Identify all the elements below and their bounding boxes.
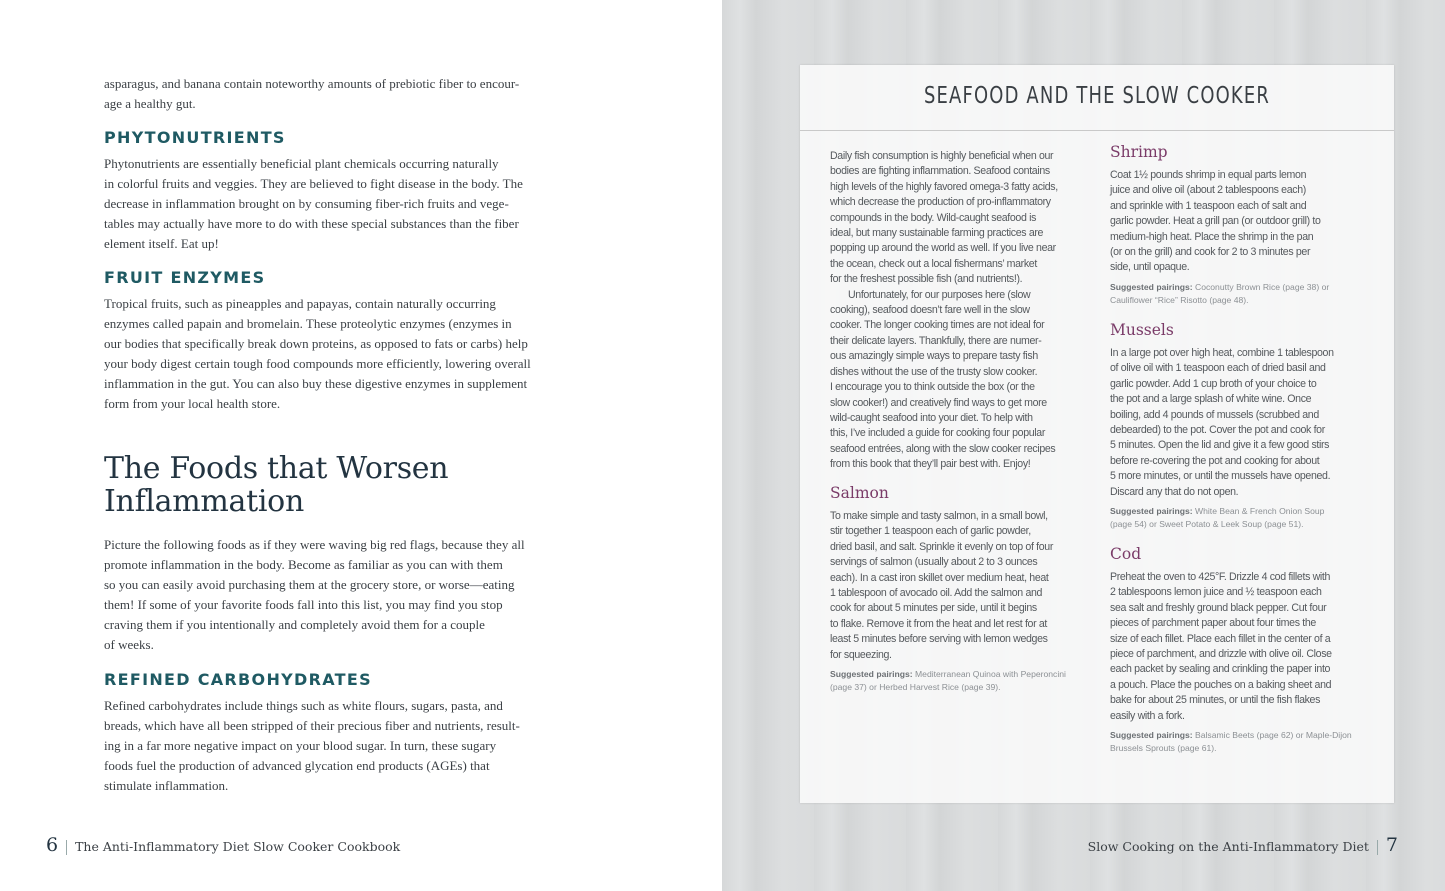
recipe-salmon-text [830, 509, 1102, 663]
text-line: stimulate inflammation. [104, 778, 229, 794]
text-line: Unfortunately, for our purposes here (slow [848, 288, 1031, 301]
text-line: least 5 minutes before serving with lemon wedges [830, 633, 1048, 646]
text-line: Inflammation [104, 484, 304, 519]
text-line: debearded) to the pot. Cover the pot and cook for [1110, 424, 1325, 437]
text-line: To make simple and tasty salmon, in a small bowl, [830, 510, 1048, 522]
text-line: stir together 1 teaspoon each of garlic powder, [830, 525, 1031, 538]
shrimp-pairings [1110, 281, 1382, 306]
heading-fruit-enzymes: FRUIT ENZYMES [104, 268, 266, 287]
text-line: Picture the following foods as if they were waving big red flags, because they all [104, 537, 525, 552]
fruit-enzymes-paragraph [104, 294, 664, 415]
text-line: servings of salmon (usually about 2 to 3 ounces [830, 556, 1038, 569]
text-line: piece of parchment, and drizzle with olive oil. Close [1110, 648, 1332, 661]
text-line: ous amazingly simple ways to prepare tasty fish [830, 350, 1038, 363]
left-footer [46, 834, 400, 856]
text-line: garlic powder. Add 1 cup broth of your choice to [1110, 377, 1317, 390]
text-line: cook for about 5 minutes per side, until it begins [830, 602, 1037, 615]
text-line: In a large pot over high heat, combine 1 tablespoon [1110, 347, 1334, 359]
text-line: for the freshest possible fish (and nutrients!). [830, 273, 1023, 286]
text-line: easily with a fork. [1110, 709, 1185, 722]
recipe-heading-cod: Cod [1110, 545, 1142, 563]
pairing-line: Suggested pairings: Mediterranean Quinoa with Peperoncini [830, 669, 1066, 679]
cod-pairings [1110, 729, 1382, 754]
text-line: juice and olive oil (about 2 tablespoons each) [1110, 184, 1306, 197]
text-line: enzymes called papain and bromelain. These proteolytic enzymes (enzymes in [104, 316, 512, 332]
chapter-title [104, 452, 448, 518]
pairing-line: Cauliflower “Rice” Risotto (page 48). [1110, 294, 1249, 305]
text-line: Discard any that do not open. [1110, 485, 1239, 498]
text-line: cooking), seafood doesn’t fare well in the slow [830, 304, 1030, 317]
text-line: boiling, add 4 pounds of mussels (scrubbed and [1110, 408, 1319, 421]
text-line: a pouch. Place the pouches on a baking sheet and [1110, 678, 1332, 691]
text-line: of weeks. [104, 637, 154, 653]
text-line: each packet by sealing and crinkling the paper into [1110, 663, 1331, 676]
text-line: Coat 1½ pounds shrimp in equal parts lemon [1110, 169, 1307, 181]
text-line: bake for about 25 minutes, or until the fish flakes [1110, 694, 1321, 707]
text-line: this, I’ve included a guide for cooking four popular [830, 427, 1046, 440]
text-line: tables may actually have more to do with these special substances than the fiber [104, 216, 519, 232]
text-line: slow cooker!) and creatively find ways to get more [830, 396, 1047, 409]
intro-paragraph-2 [830, 288, 1102, 473]
text-line: of olive oil with 1 teaspoon each of dried basil and [1110, 362, 1326, 375]
text-line: I encourage you to think outside the box (or the [830, 381, 1035, 394]
text-line: cooker. The longer cooking times are not ideal for [830, 319, 1045, 332]
right-footer [1088, 834, 1398, 856]
pairings-label: Suggested pairings: [1110, 282, 1195, 292]
divider [1377, 840, 1378, 855]
text-line: our bodies that specifically break down proteins, as opposed to fats or carbs) help [104, 336, 528, 352]
text-line: Refined carbohydrates include things such as white flours, sugars, pasta, and [104, 698, 503, 713]
seafood-intro [830, 149, 1102, 473]
title-rule [800, 130, 1394, 131]
chapter-intro-paragraph [104, 535, 664, 656]
text-line: 2 tablespoons lemon juice and ½ teaspoon each [1110, 586, 1322, 599]
text-line: medium-high heat. Place the shrimp in the pan [1110, 230, 1314, 243]
text-line: the pot and a large splash of white wine. Once [1110, 393, 1312, 406]
running-title: The Anti-Inflammatory Diet Slow Cooker Cookbook [75, 839, 401, 854]
text-line: ideal, but many sustainable farming practices are [830, 227, 1044, 240]
text-line: Preheat the oven to 425°F. Drizzle 4 cod fillets with [1110, 571, 1331, 583]
text-line: element itself. Eat up! [104, 236, 219, 252]
text-line: them! If some of your favorite foods fall into this list, you may find you stop [104, 597, 503, 613]
left-page [0, 0, 722, 891]
text-line: size of each fillet. Place each fillet in the center of a [1110, 632, 1331, 645]
text-line: decrease in inflammation brought on by consuming fiber-rich fruits and vege- [104, 196, 509, 212]
recipe-heading-shrimp: Shrimp [1110, 143, 1168, 161]
text-line: the ocean, check out a local fishermans’ market [830, 257, 1037, 270]
seafood-sidebar-panel [800, 65, 1394, 803]
text-line: inflammation in the gut. You can also buy these digestive enzymes in supplement [104, 376, 528, 392]
pairing-line: (page 37) or Herbed Harvest Rice (page 39). [830, 681, 1001, 692]
text-line: wild-caught seafood into your diet. To help with [830, 411, 1033, 424]
text-line: from this book that they’ll pair best with. Enjoy! [830, 458, 1031, 471]
pairings-label: Suggested pairings: [1110, 730, 1195, 740]
text-line: so you can easily avoid purchasing them at the grocery store, or worse—eating [104, 577, 515, 593]
pairing-line: (page 54) or Sweet Potato & Leek Soup (page 51). [1110, 518, 1304, 529]
text-line: compounds in the body. Wild-caught seafood is [830, 211, 1037, 224]
panel-title: SEAFOOD AND THE SLOW COOKER [923, 83, 1271, 109]
text-line: Tropical fruits, such as pineapples and papayas, contain naturally occurring [104, 296, 496, 311]
intro-paragraph-1 [830, 149, 1102, 288]
recipe-cod-text [1110, 570, 1382, 724]
pairing-line: Suggested pairings: White Bean & French Onion Soup [1110, 506, 1325, 516]
text-line: each). In a cast iron skillet over medium heat, heat [830, 571, 1049, 584]
text-line: side, until opaque. [1110, 261, 1190, 274]
text-line: craving them if you intentionally and completely avoid them for a couple [104, 617, 485, 633]
text-line: before re-covering the pot and cooking for about [1110, 454, 1320, 467]
intro-paragraph [104, 74, 664, 114]
recipe-heading-salmon: Salmon [830, 484, 889, 502]
salmon-pairings [830, 668, 1102, 693]
text-line: in colorful fruits and veggies. They are believed to fight disease in the body. The [104, 176, 523, 192]
text-line: which decrease the production of pro-inflammatory [830, 196, 1051, 209]
text-line: asparagus, and banana contain noteworthy amounts of prebiotic fiber to encour- [104, 76, 520, 91]
text-line: form from your local health store. [104, 396, 281, 412]
text-line: (or on the grill) and cook for 2 to 3 minutes per [1110, 246, 1311, 259]
pairings-label: Suggested pairings: [1110, 506, 1195, 516]
text-line: Daily fish consumption is highly beneficial when our [830, 150, 1054, 162]
text-line: garlic powder. Heat a grill pan (or outdoor grill) to [1110, 215, 1321, 228]
text-line: The Foods that Worsen [104, 451, 449, 486]
page-number: 7 [1385, 834, 1398, 856]
recipe-heading-mussels: Mussels [1110, 321, 1174, 339]
text-line: ing in a far more negative impact on your blood sugar. In turn, these sugary [104, 738, 497, 754]
page-number: 6 [46, 834, 59, 856]
recipe-mussels-text [1110, 346, 1382, 500]
heading-phytonutrients: PHYTONUTRIENTS [104, 128, 286, 147]
text-line: 5 more minutes, or until the mussels have opened. [1110, 470, 1331, 483]
text-line: promote inflammation in the body. Become as familiar as you can with them [104, 557, 503, 573]
text-line: and sprinkle with 1 teaspoon each of salt and [1110, 199, 1307, 212]
text-line: dishes without the use of the trusty slow cooker. [830, 365, 1038, 378]
text-line: Phytonutrients are essentially beneficial plant chemicals occurring naturally [104, 156, 499, 171]
text-line: 1 tablespoon of avocado oil. Add the salmon and [830, 587, 1043, 600]
divider [66, 840, 67, 855]
text-line: 5 minutes. Open the lid and give it a few good stirs [1110, 439, 1330, 452]
text-line: age a healthy gut. [104, 96, 196, 112]
running-title: Slow Cooking on the Anti-Inflammatory Diet [1087, 839, 1369, 854]
text-line: dried basil, and salt. Sprinkle it evenly on top of four [830, 540, 1054, 553]
text-line: breads, which have all been stripped of their precious fiber and nutrients, result- [104, 718, 520, 734]
recipe-shrimp-text [1110, 168, 1382, 276]
text-line: foods fuel the production of advanced glycation end products (AGEs) that [104, 758, 490, 774]
text-line: their delicate layers. Thankfully, there are numer- [830, 334, 1042, 347]
text-line: bodies are fighting inflammation. Seafood contains [830, 165, 1050, 178]
phytonutrients-paragraph [104, 154, 664, 254]
mussels-pairings [1110, 505, 1382, 530]
pairing-line: Suggested pairings: Coconutty Brown Rice (page 38) or [1110, 282, 1330, 292]
text-line: sea salt and freshly ground black pepper. Cut four [1110, 601, 1327, 614]
text-line: to flake. Remove it from the heat and let rest for at [830, 617, 1047, 630]
pairing-line: Suggested pairings: Balsamic Beets (page 62) or Maple-Dijon [1110, 730, 1352, 740]
pairings-label: Suggested pairings: [830, 669, 915, 679]
heading-refined-carbohydrates: REFINED CARBOHYDRATES [104, 670, 372, 689]
text-line: high levels of the highly favored omega-3 fatty acids, [830, 180, 1058, 193]
refined-carbohydrates-paragraph [104, 696, 664, 796]
pairing-line: Brussels Sprouts (page 61). [1110, 742, 1217, 753]
text-line: your body digest certain tough food compounds more efficiently, lowering overall [104, 356, 531, 372]
text-line: pieces of parchment paper about four times the [1110, 617, 1316, 630]
text-line: for squeezing. [830, 648, 892, 661]
text-line: popping up around the world as well. If you live near [830, 242, 1056, 255]
text-line: seafood entrées, along with the slow cooker recipes [830, 442, 1056, 455]
